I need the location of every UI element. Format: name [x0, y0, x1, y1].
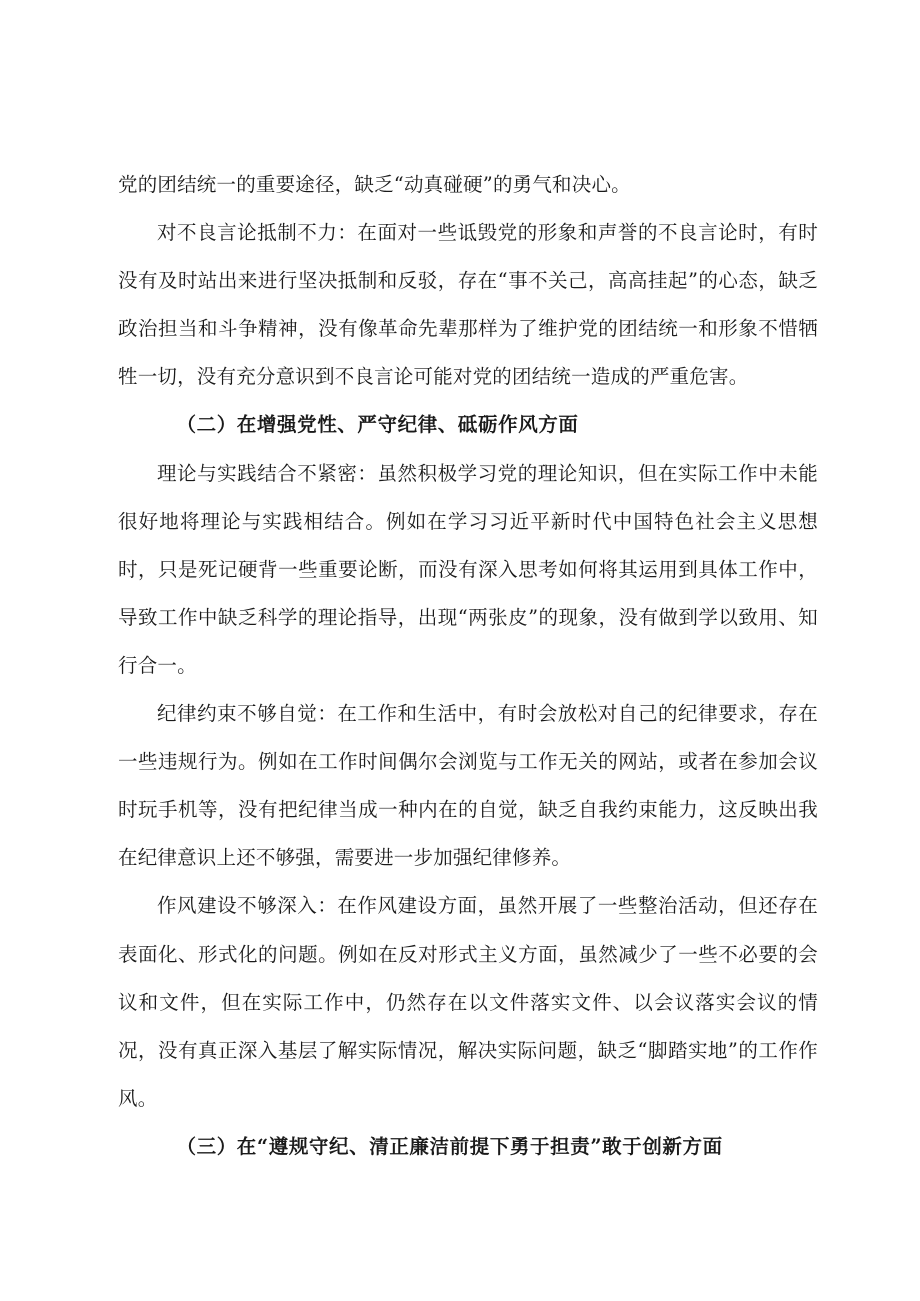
paragraph-discipline: 纪律约束不够自觉：在工作和生活中，有时会放松对自己的纪律要求，存在一些违规行为。例如在工作时间偶尔会浏览与工作无关的网站，或者在参加会议时玩手机等，没有把纪律当成一种内在的自觉，缺乏自我约束能力，这反映出我在纪律意识上还不够强，需要进一步加强纪律修养。 [118, 702, 818, 870]
paragraph-work-style: 作风建设不够深入：在作风建设方面，虽然开展了一些整治活动，但还存在表面化、形式化的问题。例如在反对形式主义方面，虽然减少了一些不必要的会议和文件，但在实际工作中，仍然存在以文件落实文件、以会议落实会议的情况，没有真正深入基层了解实际情况，解决实际问题，缺乏“脚踏实地”的工作作风。 [118, 894, 818, 1110]
document-body [118, 161, 818, 1171]
section-heading-2: （二）在增强党性、严守纪律、砥砺作风方面 [176, 413, 579, 437]
paragraph-continuation: 党的团结统一的重要途径，缺乏“动真碰硬”的勇气和决心。 [118, 173, 631, 196]
paragraph-bad-speech: 对不良言论抵制不力：在面对一些诋毁党的形象和声誉的不良言论时，有时没有及时站出来进行坚决抵制和反驳，存在“事不关己，高高挂起”的心态，缺乏政治担当和斗争精神，没有像革命先辈那样为了维护党的团结统一和形象不惜牺牲一切，没有充分意识到不良言论可能对党的团结统一造成的严重危害。 [118, 221, 818, 389]
paragraph-theory-practice: 理论与实践结合不紧密：虽然积极学习党的理论知识，但在实际工作中未能很好地将理论与实践相结合。例如在学习习近平新时代中国特色社会主义思想时，只是死记硬背一些重要论断，而没有深入思考如何将其运用到具体工作中，导致工作中缺乏科学的理论指导，出现“两张皮”的现象，没有做到学以致用、知行合一。 [118, 461, 818, 677]
section-heading-3: （三）在“遵规守纪、清正廉洁前提下勇于担责”敢于创新方面 [176, 1134, 723, 1158]
